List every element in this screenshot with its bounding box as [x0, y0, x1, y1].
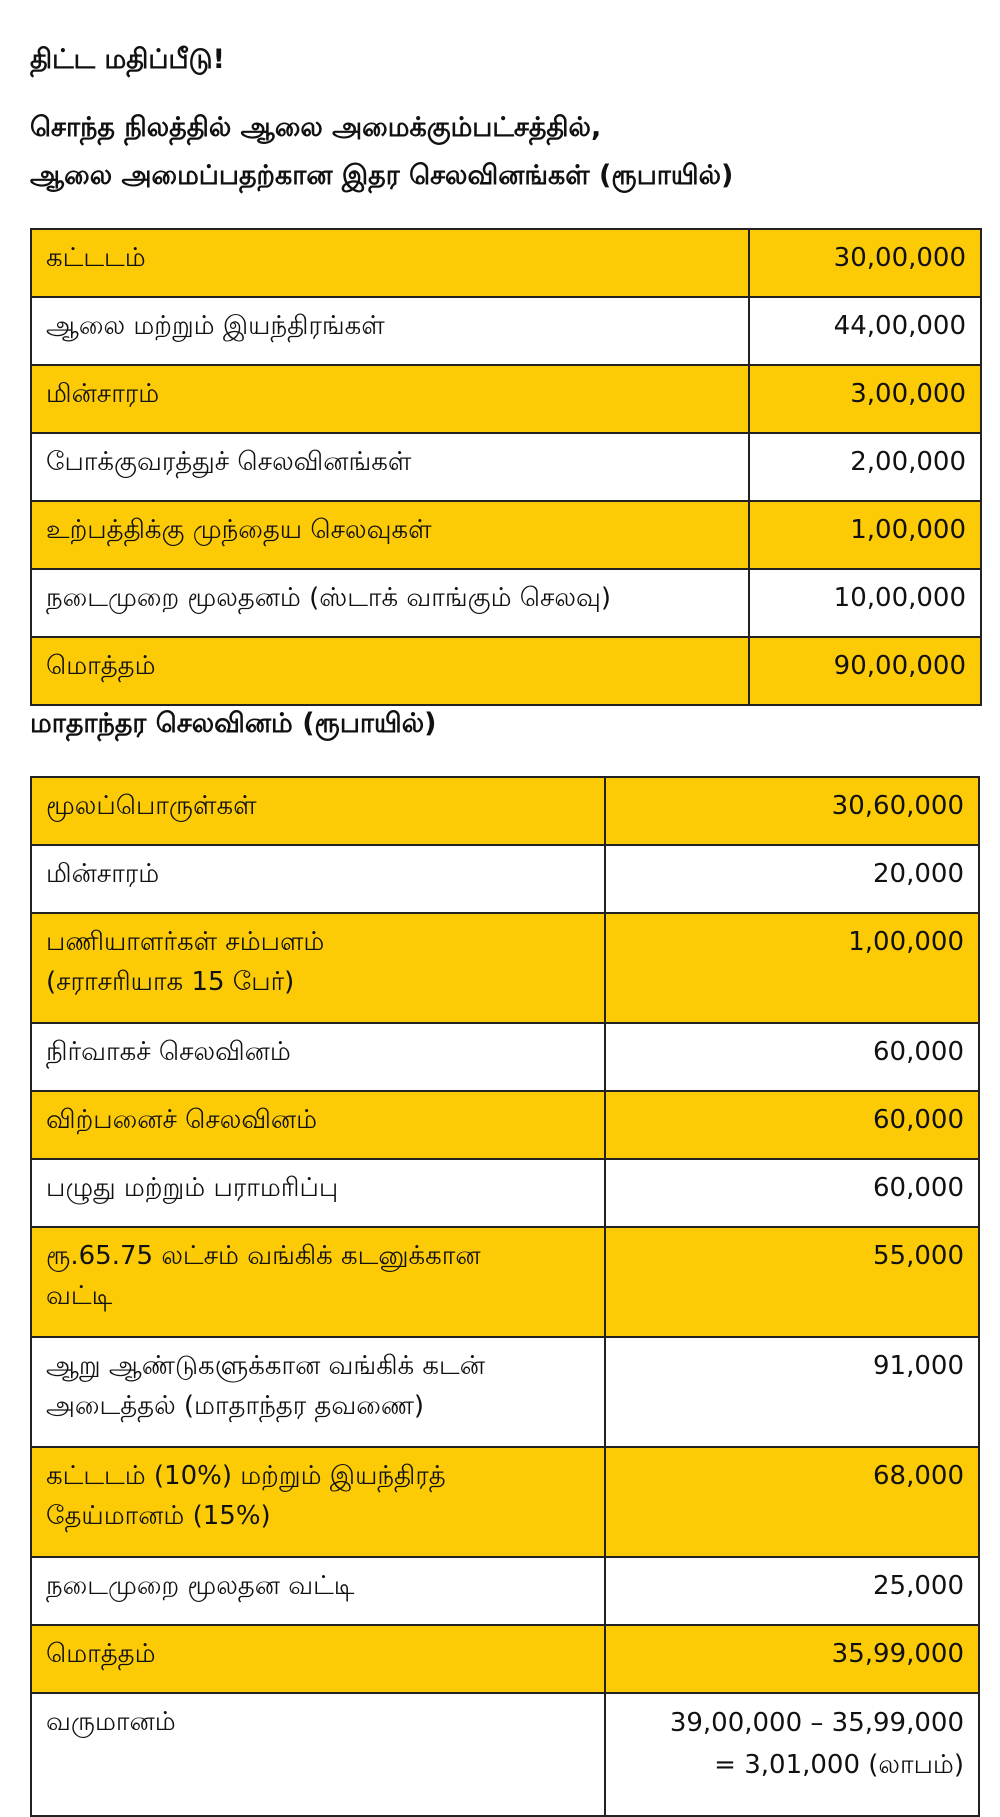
setup-row-building	[31, 229, 981, 297]
monthly-row-raw-materials	[31, 777, 979, 845]
monthly-row-label-line1: ரூ.65.75 லட்சம் வங்கிக் கடனுக்கான	[46, 1241, 481, 1271]
monthly-row-label: விற்பனைச் செலவினம்	[31, 1091, 605, 1159]
setup-total-amount: 90,00,000	[749, 637, 981, 705]
setup-heading-line1: சொந்த நிலத்தில் ஆலை அமைக்கும்பட்சத்தில்,	[30, 112, 602, 143]
monthly-row-admin	[31, 1023, 979, 1091]
monthly-row-amount: 60,000	[605, 1091, 979, 1159]
monthly-row-depreciation	[31, 1447, 979, 1557]
monthly-row-label-line2: வட்டி	[46, 1281, 113, 1311]
setup-total-label: மொத்தம்	[31, 637, 749, 705]
monthly-row-label-line2: தேய்மானம் (15%)	[46, 1501, 271, 1531]
monthly-total-amount: 35,99,000	[605, 1625, 979, 1693]
monthly-total-label: மொத்தம்	[31, 1625, 605, 1693]
monthly-row-label: மின்சாரம்	[31, 845, 605, 913]
setup-heading-line2: ஆலை அமைப்பதற்கான இதர செலவினங்கள் (ரூபாயில்)	[30, 160, 734, 191]
setup-row-transport	[31, 433, 981, 501]
monthly-row-wc-interest	[31, 1557, 979, 1625]
monthly-row-total	[31, 1625, 979, 1693]
setup-row-preproduction	[31, 501, 981, 569]
monthly-row-label	[31, 1227, 605, 1337]
monthly-row-electricity	[31, 845, 979, 913]
monthly-row-loan-interest	[31, 1227, 979, 1337]
setup-row-amount: 30,00,000	[749, 229, 981, 297]
monthly-row-salaries	[31, 913, 979, 1023]
monthly-row-sales	[31, 1091, 979, 1159]
income-calc-line2: = 3,01,000 (லாபம்)	[714, 1750, 964, 1780]
monthly-row-income	[31, 1693, 979, 1816]
monthly-row-amount: 55,000	[605, 1227, 979, 1337]
setup-row-working-capital	[31, 569, 981, 637]
setup-row-amount: 10,00,000	[749, 569, 981, 637]
monthly-cost-table	[30, 776, 980, 1817]
monthly-row-amount: 60,000	[605, 1159, 979, 1227]
monthly-row-label	[31, 1447, 605, 1557]
monthly-row-amount: 20,000	[605, 845, 979, 913]
monthly-row-label: பழுது மற்றும் பராமரிப்பு	[31, 1159, 605, 1227]
setup-row-total	[31, 637, 981, 705]
monthly-row-label-line1: கட்டடம் (10%) மற்றும் இயந்திரத்	[46, 1461, 446, 1491]
monthly-row-label: நடைமுறை மூலதன வட்டி	[31, 1557, 605, 1625]
monthly-row-label-line2: (சராசரியாக 15 பேர்)	[46, 967, 295, 997]
setup-row-label: கட்டடம்	[31, 229, 749, 297]
monthly-row-amount: 91,000	[605, 1337, 979, 1447]
setup-row-amount: 1,00,000	[749, 501, 981, 569]
monthly-row-label: மூலப்பொருள்கள்	[31, 777, 605, 845]
setup-row-plant-machinery	[31, 297, 981, 365]
income-calculation	[605, 1693, 979, 1816]
monthly-row-label-line1: ஆறு ஆண்டுகளுக்கான வங்கிக் கடன்	[46, 1351, 485, 1381]
monthly-row-label-line1: பணியாளர்கள் சம்பளம்	[46, 927, 325, 957]
monthly-heading: மாதாந்தர செலவினம் (ரூபாயில்)	[30, 708, 437, 739]
income-label: வருமானம்	[31, 1693, 605, 1816]
setup-cost-table	[30, 228, 982, 706]
setup-row-electricity	[31, 365, 981, 433]
monthly-row-label-line2: அடைத்தல் (மாதாந்தர தவணை)	[46, 1391, 425, 1421]
monthly-row-amount: 30,60,000	[605, 777, 979, 845]
monthly-row-amount: 68,000	[605, 1447, 979, 1557]
setup-row-amount: 2,00,000	[749, 433, 981, 501]
monthly-row-amount: 25,000	[605, 1557, 979, 1625]
setup-row-amount: 3,00,000	[749, 365, 981, 433]
setup-row-label: நடைமுறை மூலதனம் (ஸ்டாக் வாங்கும் செலவு)	[31, 569, 749, 637]
page-title: திட்ட மதிப்பீடு!	[30, 44, 225, 75]
monthly-row-maintenance	[31, 1159, 979, 1227]
monthly-row-amount: 1,00,000	[605, 913, 979, 1023]
setup-row-label: ஆலை மற்றும் இயந்திரங்கள்	[31, 297, 749, 365]
monthly-row-loan-repayment	[31, 1337, 979, 1447]
income-calc-line1: 39,00,000 – 35,99,000	[669, 1708, 964, 1738]
setup-row-label: போக்குவரத்துச் செலவினங்கள்	[31, 433, 749, 501]
monthly-row-label	[31, 913, 605, 1023]
setup-row-label: மின்சாரம்	[31, 365, 749, 433]
monthly-row-amount: 60,000	[605, 1023, 979, 1091]
monthly-row-label	[31, 1337, 605, 1447]
setup-row-label: உற்பத்திக்கு முந்தைய செலவுகள்	[31, 501, 749, 569]
setup-row-amount: 44,00,000	[749, 297, 981, 365]
monthly-row-label: நிர்வாகச் செலவினம்	[31, 1023, 605, 1091]
